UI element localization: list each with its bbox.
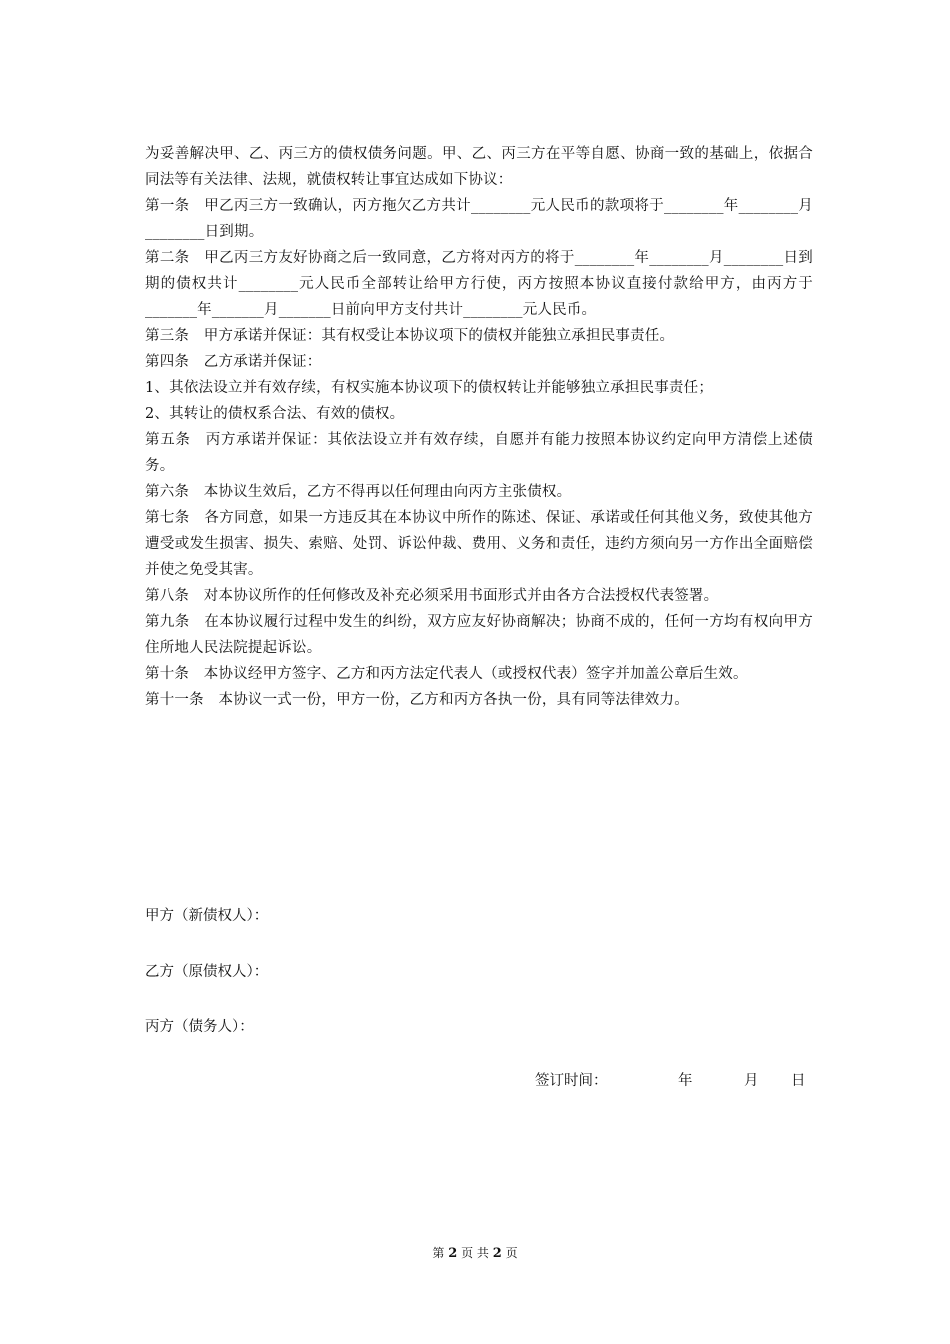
party-b-signature: 乙方（原债权人）： [145,964,269,980]
footer-prefix: 第 [432,1246,445,1260]
clause-10: 第十条 本协议经甲方签字、乙方和丙方法定代表人（或授权代表）签字并加盖公章后生效。 [145,666,748,682]
signing-date-year: 年 [678,1073,693,1089]
clause-7: 第七条 各方同意，如果一方违反其在本协议中所作的陈述、保证、承诺或任何其他义务，致使其他方遭受或发生损害、损失、索赔、处罚、诉讼仲裁、费用、义务和责任，违约方须向另一方作出全面赔偿并使之免受其害。 [145,510,813,578]
signing-date-month: 月 [744,1073,759,1089]
preamble-paragraph: 为妥善解决甲、乙、丙三方的债权债务问题。甲、乙、丙三方在平等自愿、协商一致的基础上，依据合同法等有关法律、法规，就债权转让事宜达成如下协议： [145,146,813,188]
signing-date-day: 日 [791,1073,806,1089]
clause-3: 第三条 甲方承诺并保证：其有权受让本协议项下的债权并能独立承担民事责任。 [145,328,675,344]
party-a-signature: 甲方（新债权人）： [145,908,269,924]
clause-2: 第二条 甲乙丙三方友好协商之后一致同意，乙方将对丙方的将于________年________月________日到期的债权共计________元人民币全部转让给甲方行使，丙方按照本协议直接付款给甲方，由丙方于_______年_______月_______日前向甲方支付共计________元人民币。 [145,250,813,318]
clause-6: 第六条 本协议生效后，乙方不得再以任何理由向丙方主张债权。 [145,484,572,500]
agreement-body [145,141,813,713]
clause-1: 第一条 甲乙丙三方一致确认，丙方拖欠乙方共计________元人民币的款项将于________年________月________日到期。 [145,198,813,240]
clause-9: 第九条 在本协议履行过程中发生的纠纷，双方应友好协商解决；协商不成的，任何一方均有权向甲方住所地人民法院提起诉讼。 [145,614,813,656]
footer-total-word: 页 [505,1246,518,1260]
clause-4-item-1: 1、其依法设立并有效存续，有权实施本协议项下的债权转让并能够独立承担民事责任； [145,380,714,396]
footer-page-word: 页 [461,1246,474,1260]
clause-5: 第五条 丙方承诺并保证：其依法设立并有效存续，自愿并有能力按照本协议约定向甲方清偿上述债务。 [145,432,813,474]
clause-4: 第四条 乙方承诺并保证： [145,354,322,370]
footer-current-page: 2 [448,1246,458,1261]
party-c-signature: 丙方（债务人）： [145,1019,254,1035]
page-footer [0,1245,950,1262]
footer-total-pages: 2 [492,1246,502,1261]
clause-11: 第十一条 本协议一式一份，甲方一份，乙方和丙方各执一份，具有同等法律效力。 [145,692,689,708]
signing-date-label: 签订时间： [535,1073,608,1089]
footer-total-prefix: 共 [476,1246,489,1260]
clause-8: 第八条 对本协议所作的任何修改及补充必须采用书面形式并由各方合法授权代表签署。 [145,588,719,604]
clause-4-item-2: 2、其转让的债权系合法、有效的债权。 [145,406,405,422]
